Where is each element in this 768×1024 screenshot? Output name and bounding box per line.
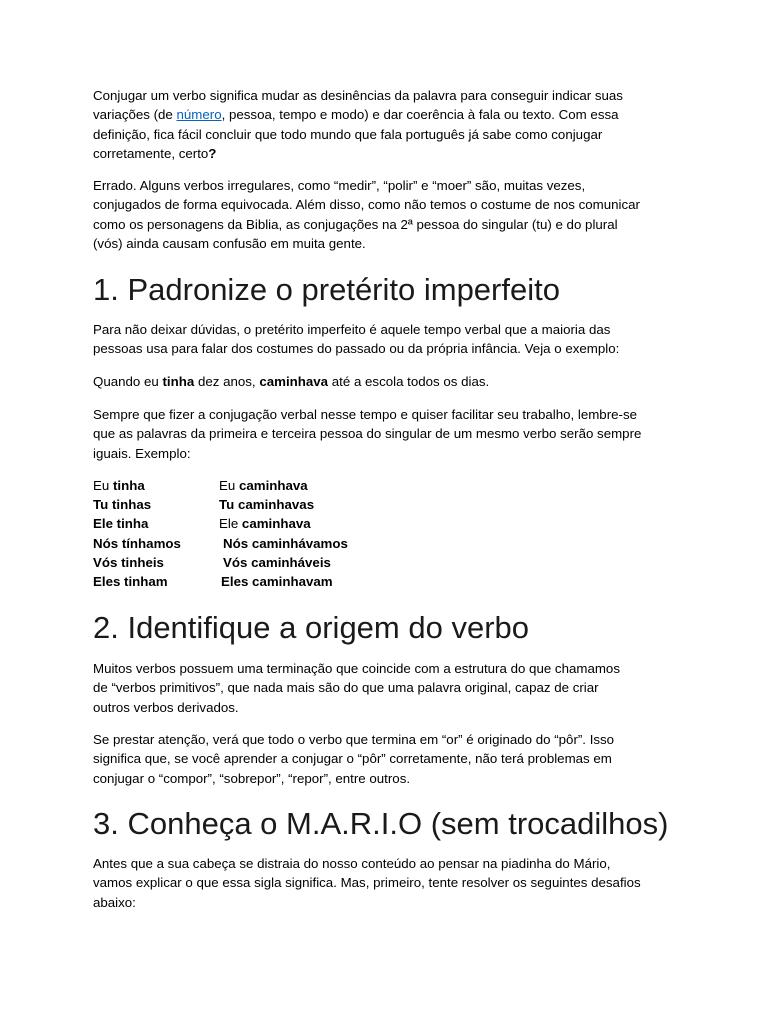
text-line <box>93 769 614 788</box>
table-row <box>93 534 493 553</box>
paragraph <box>93 730 614 788</box>
paragraph <box>93 320 619 359</box>
text-run: corretamente, certo <box>93 145 209 161</box>
text-line <box>93 698 620 717</box>
table-row <box>93 553 493 572</box>
text-run: que as palavras da primeira e terceira pessoa do singular de um mesmo verbo serão sempre <box>93 426 642 442</box>
section-heading-3: 3. Conheça o M.A.R.I.O (sem trocadilhos) <box>93 806 669 841</box>
text-run: outros verbos derivados. <box>93 699 239 715</box>
text-run: Muitos verbos possuem uma terminação que coincide com a estrutura do que chamamos <box>93 661 620 676</box>
section-heading-1: 1. Padronize o pretérito imperfeito <box>93 272 560 307</box>
text-line <box>93 125 623 144</box>
bold-text: Eles tinham <box>93 573 168 589</box>
text-run: abaixo: <box>93 894 136 910</box>
bold-text: caminhava <box>259 374 329 389</box>
table-cell-caminhava <box>219 495 314 514</box>
text-run: definição, fica fácil concluir que todo mundo que fala português já sabe como conjugar <box>93 126 603 142</box>
text-line <box>93 659 620 678</box>
text-run: dez anos, <box>194 374 260 389</box>
text-run: Sempre que fizer a conjugação verbal nesse tempo e quiser facilitar seu trabalho, lembre-se <box>93 407 637 422</box>
bold-text: Nós tínhamos <box>93 535 181 551</box>
text-run: Conjugar um verbo significa mudar as desinências da palavra para conseguir indicar suas <box>93 88 623 103</box>
table-row <box>93 495 493 514</box>
bold-text: ? <box>208 145 217 161</box>
paragraph <box>93 659 620 717</box>
bold-text: Eles caminhavam <box>221 573 333 589</box>
bold-text: Vós caminháveis <box>223 554 331 570</box>
text-run: Errado. Alguns verbos irregulares, como “medir”, “polir” e “moer” são, muitas vezes, <box>93 178 586 193</box>
table-cell-tinha <box>93 553 164 572</box>
table-row <box>93 514 493 533</box>
table-cell-caminhava <box>223 553 331 572</box>
bold-text: Tu tinhas <box>93 497 152 513</box>
paragraph <box>93 372 489 391</box>
text-line <box>93 195 640 214</box>
table-cell-tinha <box>93 476 145 495</box>
table-cell-tinha <box>93 514 148 533</box>
table-cell-caminhava <box>219 476 308 495</box>
text-run: Ele <box>219 516 242 532</box>
section-heading-2: 2. Identifique a origem do verbo <box>93 610 529 645</box>
text-run: de “verbos primitivos”, que nada mais são do que uma palavra original, capaz de criar <box>93 680 599 696</box>
text-line <box>93 86 623 105</box>
paragraph <box>93 176 640 253</box>
text-run: Eu <box>93 478 113 493</box>
text-line <box>93 444 641 463</box>
bold-text: tinha <box>112 478 145 493</box>
paragraph <box>93 405 641 463</box>
text-line <box>93 176 640 195</box>
bold-text: Tu caminhavas <box>219 497 315 513</box>
text-run: Quando eu <box>93 374 163 389</box>
text-line <box>93 424 641 443</box>
text-run: Para não deixar dúvidas, o pretérito imperfeito é aquele tempo verbal que a maioria das <box>93 322 611 337</box>
text-line <box>93 405 641 424</box>
text-line <box>93 339 619 358</box>
text-run: Eu <box>219 478 239 493</box>
paragraph <box>93 854 641 912</box>
paragraph <box>93 86 623 163</box>
text-line <box>93 730 614 749</box>
conjugation-example-table <box>93 476 493 591</box>
text-run: pessoas usa para falar dos costumes do passado ou da própria infância. Veja o exemplo: <box>93 341 620 357</box>
bold-text: Vós tinheis <box>93 554 164 570</box>
text-run: (vós) ainda causam confusão em muita gente. <box>93 235 366 251</box>
text-run: variações (de <box>93 107 177 123</box>
table-cell-caminhava <box>219 514 311 533</box>
text-line <box>93 893 641 912</box>
bold-text: tinha <box>162 374 195 389</box>
text-run: conjugados de forma equivocada. Além disso, como não temos o costume de nos comunicar <box>93 197 640 213</box>
bold-text: Ele tinha <box>93 516 149 532</box>
text-run: como os personagens da Biblia, as conjugações na 2ª pessoa do singular (tu) e do plural <box>93 216 618 232</box>
text-line <box>93 873 641 892</box>
text-line <box>93 234 640 253</box>
bold-text: caminhava <box>241 516 311 532</box>
text-line <box>93 372 489 391</box>
text-line <box>93 320 619 339</box>
text-run: Se prestar atenção, verá que todo o verbo que termina em “or” é originado do “pôr”. Isso <box>93 732 615 747</box>
text-run: conjugar o “compor”, “sobrepor”, “repor”, entre outros. <box>93 770 411 786</box>
text-run: iguais. Exemplo: <box>93 445 191 461</box>
bold-text: caminhava <box>238 478 308 493</box>
table-cell-tinha <box>93 534 181 553</box>
table-row <box>93 476 493 495</box>
text-run: significa que, se você aprender a conjugar o “pôr” corretamente, não terá problemas em <box>93 751 612 767</box>
table-cell-caminhava <box>221 572 333 591</box>
table-cell-tinha <box>93 572 168 591</box>
text-line <box>93 144 623 163</box>
text-line <box>93 678 620 697</box>
text-run: vamos explicar o que essa sigla significa. Mas, primeiro, tente resolver os seguintes desafios <box>93 875 641 891</box>
table-row <box>93 572 493 591</box>
bold-text: Nós caminhávamos <box>223 535 348 551</box>
hyperlink[interactable]: número <box>176 107 222 123</box>
text-run: Antes que a sua cabeça se distraia do nosso conteúdo ao pensar na piadinha do Mário, <box>93 856 611 871</box>
text-line <box>93 749 614 768</box>
text-line <box>93 215 640 234</box>
text-run: , pessoa, tempo e modo) e dar coerência à fala ou texto. Com essa <box>221 107 619 123</box>
text-line <box>93 854 641 873</box>
table-cell-caminhava <box>223 534 348 553</box>
text-line <box>93 105 623 124</box>
text-run: até a escola todos os dias. <box>328 374 490 389</box>
table-cell-tinha <box>93 495 151 514</box>
